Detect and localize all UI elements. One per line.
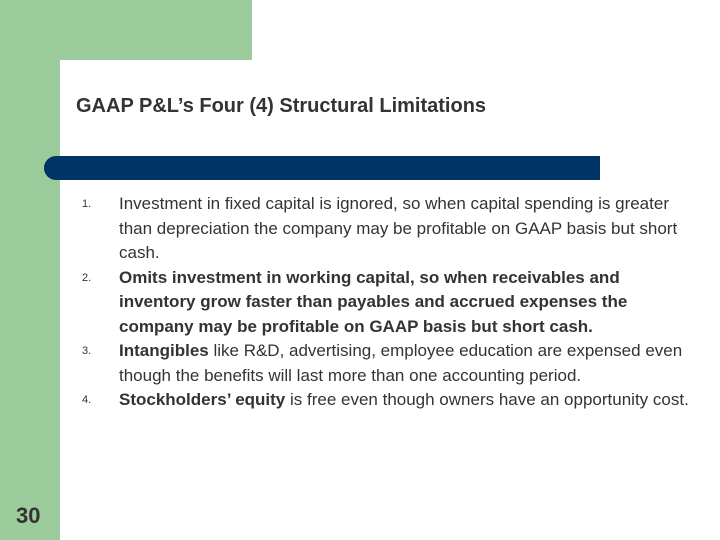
- list-item: [80, 192, 700, 266]
- item-lead: Stockholders’ equity: [119, 390, 286, 409]
- title-underline-bar: [44, 156, 600, 180]
- item-number: 4.: [82, 394, 92, 406]
- slide-number: 30: [16, 503, 41, 528]
- item-rest: is free even though owners have an opportunity cost.: [285, 390, 689, 409]
- slide-title: GAAP P&L’s Four (4) Structural Limitations: [76, 95, 487, 117]
- item-number: 3.: [82, 345, 92, 357]
- item-lead: Intangibles: [119, 341, 209, 360]
- item-rest: Investment in fixed capital is ignored, so when capital spending is greater than depreciation the company may be profitable on GAAP basis but short cash.: [119, 194, 678, 262]
- item-text: [119, 266, 700, 340]
- frame-corner: [60, 60, 100, 100]
- item-lead: Omits investment in working capital, so when receivables and inventory grow faster than payables and accrued expenses the company may be profitable on GAAP basis but short cash.: [119, 267, 628, 336]
- item-text: [119, 339, 700, 388]
- frame-left-band: [0, 0, 60, 540]
- item-rest: like R&D, advertising, employee education are expensed even though the benefits will last more than one accounting period.: [119, 341, 683, 385]
- list-item: [80, 388, 700, 413]
- item-number: 2.: [82, 271, 92, 284]
- limitations-list: [80, 192, 700, 413]
- item-text: [119, 192, 700, 266]
- item-number: 1.: [82, 198, 92, 210]
- item-text: [119, 388, 700, 413]
- list-item: [80, 266, 700, 340]
- list-item: [80, 339, 700, 388]
